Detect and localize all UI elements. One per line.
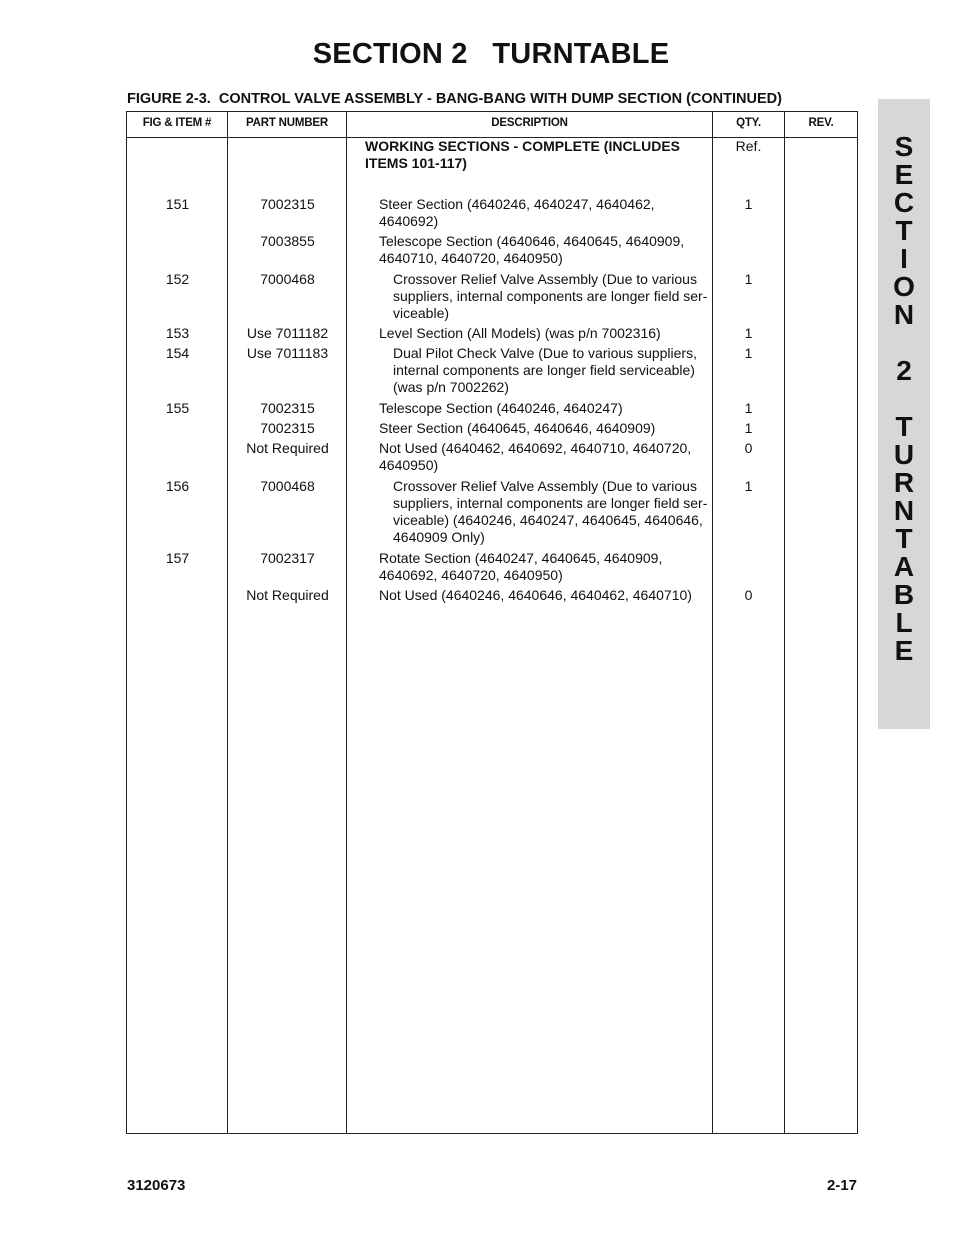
part-number-cell: 7000468 xyxy=(260,271,315,287)
part-number-cell: Not Required xyxy=(246,587,329,603)
header-qty: QTY. xyxy=(736,117,761,129)
side-tab-letter: T xyxy=(895,411,913,442)
figure-title: FIGURE 2-3. CONTROL VALVE ASSEMBLY - BANG-BANG WITH DUMP SECTION (CONTINUED) xyxy=(127,91,782,107)
part-number-cell: 7000468 xyxy=(260,478,315,494)
side-tab-letter: E xyxy=(894,159,914,190)
side-tab-letter: O xyxy=(893,271,915,302)
side-tab-letter: N xyxy=(893,495,915,526)
side-tab-letter: R xyxy=(893,467,915,498)
column-divider xyxy=(784,112,785,1133)
document-number: 3120673 xyxy=(127,1177,186,1194)
side-tab-letter: E xyxy=(894,635,914,666)
description-cell: Level Section (All Models) (was p/n 7002316) xyxy=(379,325,661,341)
fig-item-cell: 156 xyxy=(165,478,190,494)
description-cell: Steer Section (4640645, 4640646, 4640909) xyxy=(379,420,656,436)
qty-cell: 1 xyxy=(744,420,753,436)
qty-cell: 1 xyxy=(744,196,753,212)
description-cell: Telescope Section (4640246, 4640247) xyxy=(379,400,623,416)
fig-item-cell: 154 xyxy=(165,345,190,361)
column-divider xyxy=(346,112,347,1133)
description-cell: Steer Section (4640246, 4640247, 4640462, 4640692) xyxy=(379,196,655,229)
side-tab-letter: T xyxy=(895,523,913,554)
side-tab-letter: L xyxy=(895,607,913,638)
description-cell: Rotate Section (4640247, 4640645, 4640909, 4640692, 4640720, 4640950) xyxy=(379,550,663,583)
side-tab-letter: B xyxy=(893,579,915,610)
fig-item-cell: 153 xyxy=(165,325,190,341)
side-tab-letter: 2 xyxy=(896,355,912,386)
qty-cell: 0 xyxy=(744,440,753,456)
side-tab-gap xyxy=(878,385,930,413)
part-number-cell: Not Required xyxy=(246,440,329,456)
fig-item-cell: 157 xyxy=(165,550,190,566)
fig-item-cell: 151 xyxy=(165,196,190,212)
fig-item-cell: 155 xyxy=(165,400,190,416)
side-tab-letters xyxy=(878,133,930,665)
qty-cell: 1 xyxy=(744,325,753,341)
page-title: SECTION 2 TURNTABLE xyxy=(312,38,670,70)
part-number-cell: 7002315 xyxy=(260,400,315,416)
part-number-cell: 7002317 xyxy=(260,550,315,566)
qty-cell: 1 xyxy=(744,400,753,416)
description-cell: WORKING SECTIONS - COMPLETE (INCLUDES ITEMS 101-117) xyxy=(365,138,680,171)
fig-item-cell: 152 xyxy=(165,271,190,287)
qty-cell: 1 xyxy=(744,478,753,494)
qty-cell: Ref. xyxy=(735,138,762,154)
description-cell: Crossover Relief Valve Assembly (Due to various suppliers, internal components are longer field ser-viceable) (4640246, 4640247, 4640645, 4640646, 4640909 Only) xyxy=(393,478,708,545)
side-tab-letter: S xyxy=(894,131,914,162)
part-number-cell: 7003855 xyxy=(260,233,315,249)
side-tab-letter: A xyxy=(893,551,915,582)
side-tab-letter: N xyxy=(893,299,915,330)
part-number-cell: Use 7011183 xyxy=(246,345,329,361)
side-tab-letter: U xyxy=(893,439,915,470)
side-tab-gap xyxy=(878,329,930,357)
header-rev: REV. xyxy=(808,117,834,129)
side-tab-letter: C xyxy=(893,187,915,218)
description-cell: Not Used (4640462, 4640692, 4640710, 4640720, 4640950) xyxy=(379,440,692,473)
description-cell: Crossover Relief Valve Assembly (Due to various suppliers, internal components are longer field ser-viceable) xyxy=(393,271,708,321)
page-number: 2-17 xyxy=(826,1177,857,1194)
side-tab-letter: I xyxy=(900,243,908,274)
column-divider xyxy=(227,112,228,1133)
part-number-cell: 7002315 xyxy=(260,196,315,212)
part-number-cell: 7002315 xyxy=(260,420,315,436)
qty-cell: 1 xyxy=(744,345,753,361)
section-side-tab xyxy=(878,99,930,729)
header-fig-item: FIG & ITEM # xyxy=(142,117,212,129)
parts-table xyxy=(126,111,858,1134)
qty-cell: 1 xyxy=(744,271,753,287)
description-cell: Not Used (4640246, 4640646, 4640462, 4640710) xyxy=(379,587,692,603)
part-number-cell: Use 7011182 xyxy=(246,325,329,341)
description-cell: Dual Pilot Check Valve (Due to various suppliers, internal components are longer field serviceable) (was p/n 7002262) xyxy=(393,345,697,395)
qty-cell: 0 xyxy=(744,587,753,603)
description-cell: Telescope Section (4640646, 4640645, 4640909, 4640710, 4640720, 4640950) xyxy=(379,233,685,266)
side-tab-letter: T xyxy=(895,215,913,246)
header-part-number: PART NUMBER xyxy=(246,117,328,129)
column-divider xyxy=(712,112,713,1133)
header-description: DESCRIPTION xyxy=(491,117,568,129)
